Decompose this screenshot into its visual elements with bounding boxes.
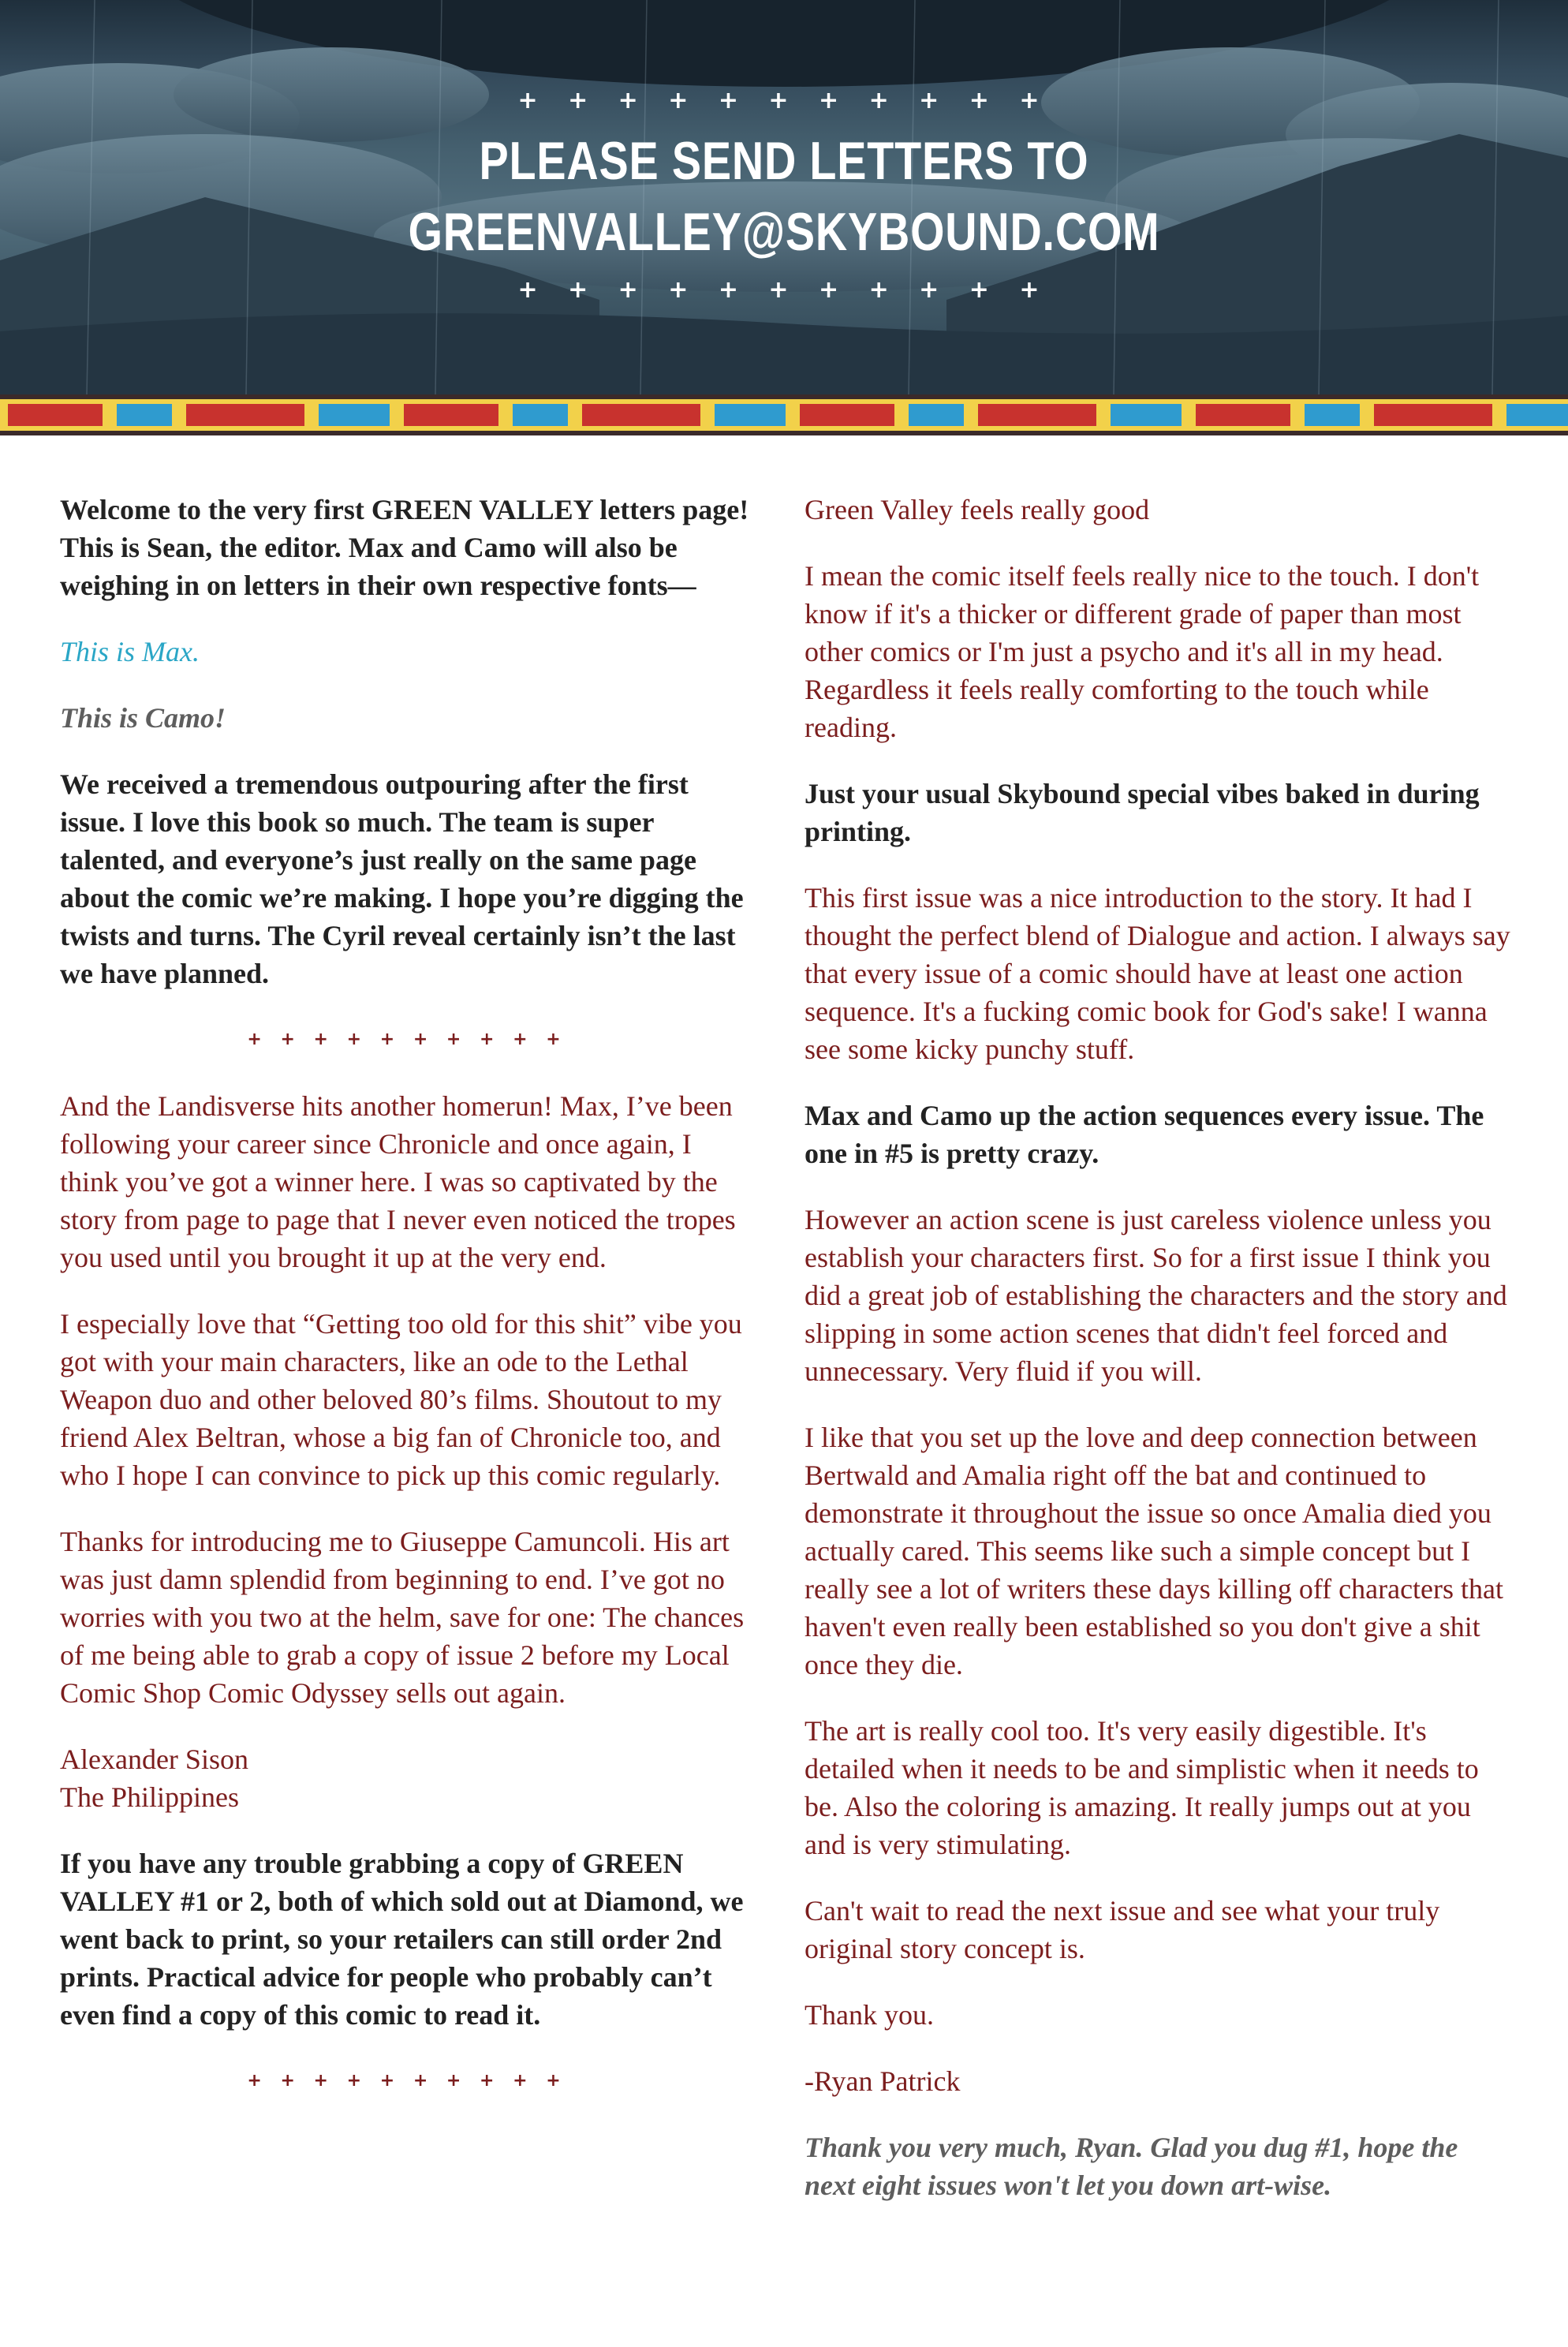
camo-reply: Thank you very much, Ryan. Glad you dug #1, hope the next eight issues won't let you down art-wise. <box>805 2132 1458 2201</box>
letters-columns <box>0 491 1568 2347</box>
border-block <box>800 404 894 426</box>
editor-reply-vibes: Just your usual Skybound special vibes baked in during printing. <box>805 778 1480 847</box>
letter2-paragraph2: This first issue was a nice introduction to the story. It had I thought the perfect blend of Dialogue and action. I always say that every issue of a comic should have at least one action sequence. It's a fucking comic book for God's sake! I wanna see some kicky punchy stuff. <box>805 882 1510 1065</box>
border-pattern <box>0 399 1568 431</box>
max-intro: This is Max. <box>60 636 200 667</box>
header-bottom-plus-row: + + + + + + + + + + + <box>517 276 1051 304</box>
border-block <box>582 404 700 426</box>
letter1-paragraph1: And the Landisverse hits another homerun! Max, I’ve been following your career since Chronicle and once again, I think you’ve got a winner here. I was so captivated by the story from page to page that I never even noticed the tropes you used until you brought it up at the very end. <box>60 1090 736 1273</box>
border-bottom-line <box>0 431 1568 435</box>
border-block <box>319 404 390 426</box>
letter2-paragraph3: However an action scene is just careless violence unless you establish your characters first. So for a first issue I think you did a great job of establishing the characters and the story and slipping in some action scenes that didn't feel forced and unnecessary. Very fluid if you will. <box>805 1204 1507 1387</box>
letter1-paragraph2: I especially love that “Getting too old for this shit” vibe you got with your main characters, like an ode to the Lethal Weapon duo and other beloved 80’s films. Shoutout to my friend Alex Beltran, whose a big fan of Chronicle too, and who I hope I can convince to pick up this comic regularly. <box>60 1308 742 1491</box>
border-block <box>909 404 964 426</box>
decorative-border-band <box>0 394 1568 435</box>
section-divider: + + + + + + + + + + <box>247 1030 567 1049</box>
border-block <box>715 404 786 426</box>
border-block <box>1196 404 1290 426</box>
editor-intro: Welcome to the very first GREEN VALLEY letters page! This is Sean, the editor. Max and Camo will also be weighing in on letters in their own respective fonts— <box>60 494 749 601</box>
letter2-paragraph1: I mean the comic itself feels really nice to the touch. I don't know if it's a thicker or different grade of paper than most other comics or I'm just a psycho and it's all in my head. Regardless it feels really comforting to the touch while reading. <box>805 560 1480 743</box>
editor-reply-action: Max and Camo up the action sequences every issue. The one in #5 is pretty crazy. <box>805 1100 1484 1169</box>
letter2-paragraph6: Can't wait to read the next issue and see what your truly original story concept is. <box>805 1895 1440 1964</box>
letter1-signature-place: The Philippines <box>60 1781 239 1813</box>
border-block <box>186 404 304 426</box>
border-block <box>1374 404 1492 426</box>
letter2-paragraph4: I like that you set up the love and deep connection between Bertwald and Amalia right off the bat and continued to demonstrate it throughout the issue so once Amalia died you actually cared. This seems like such a simple concept but I really see a lot of writers these days killing off characters that haven't even really been established so you don't give a shit once they die. <box>805 1422 1504 1680</box>
border-block <box>1506 404 1568 426</box>
border-block <box>404 404 498 426</box>
border-block <box>117 404 172 426</box>
header-email-address: GREENVALLEY@SKYBOUND.COM <box>408 202 1160 262</box>
border-block <box>1305 404 1360 426</box>
right-column <box>805 491 1514 2233</box>
header-title-line1: PLEASE SEND LETTERS TO <box>479 131 1089 191</box>
letter2-subject: Green Valley feels really good <box>805 494 1150 525</box>
letter1-signature-name: Alexander Sison <box>60 1743 248 1775</box>
letter1-paragraph3: Thanks for introducing me to Giuseppe Camuncoli. His art was just damn splendid from beginning to end. I’ve got no worries with you two at the helm, save for one: The chances of me being able to grab a copy of issue 2 before my Local Comic Shop Comic Odyssey sells out again. <box>60 1526 745 1709</box>
letters-header-illustration <box>0 0 1568 394</box>
stormy-sky-illustration <box>0 0 1568 394</box>
left-column <box>60 491 754 2128</box>
letter1-signature <box>60 1740 754 1816</box>
border-block <box>978 404 1096 426</box>
letter2-paragraph5: The art is really cool too. It's very easily digestible. It's detailed when it needs to be and simplistic when it needs to be. Also the coloring is amazing. It really jumps out at you and is very stimulating. <box>805 1715 1479 1860</box>
header-top-plus-row: + + + + + + + + + + + <box>517 87 1051 114</box>
letter2-signature: -Ryan Patrick <box>805 2065 961 2097</box>
editor-reply: If you have any trouble grabbing a copy of GREEN VALLEY #1 or 2, both of which sold out at Diamond, we went back to print, so your retailers can still order 2nd prints. Practical advice for people who probably can’t even find a copy of this comic to read it. <box>60 1848 744 2031</box>
editor-paragraph: We received a tremendous outpouring after the first issue. I love this book so much. The team is super talented, and everyone’s just really on the same page about the comic we’re making. I hope you’re digging the twists and turns. The Cyril reveal certainly isn’t the last we have planned. <box>60 768 744 989</box>
border-block <box>513 404 568 426</box>
letter2-thanks: Thank you. <box>805 1999 934 2031</box>
section-divider-bottom: + + + + + + + + + + <box>247 2071 567 2091</box>
border-block <box>8 404 103 426</box>
border-block <box>1111 404 1182 426</box>
camo-intro: This is Camo! <box>60 702 226 734</box>
